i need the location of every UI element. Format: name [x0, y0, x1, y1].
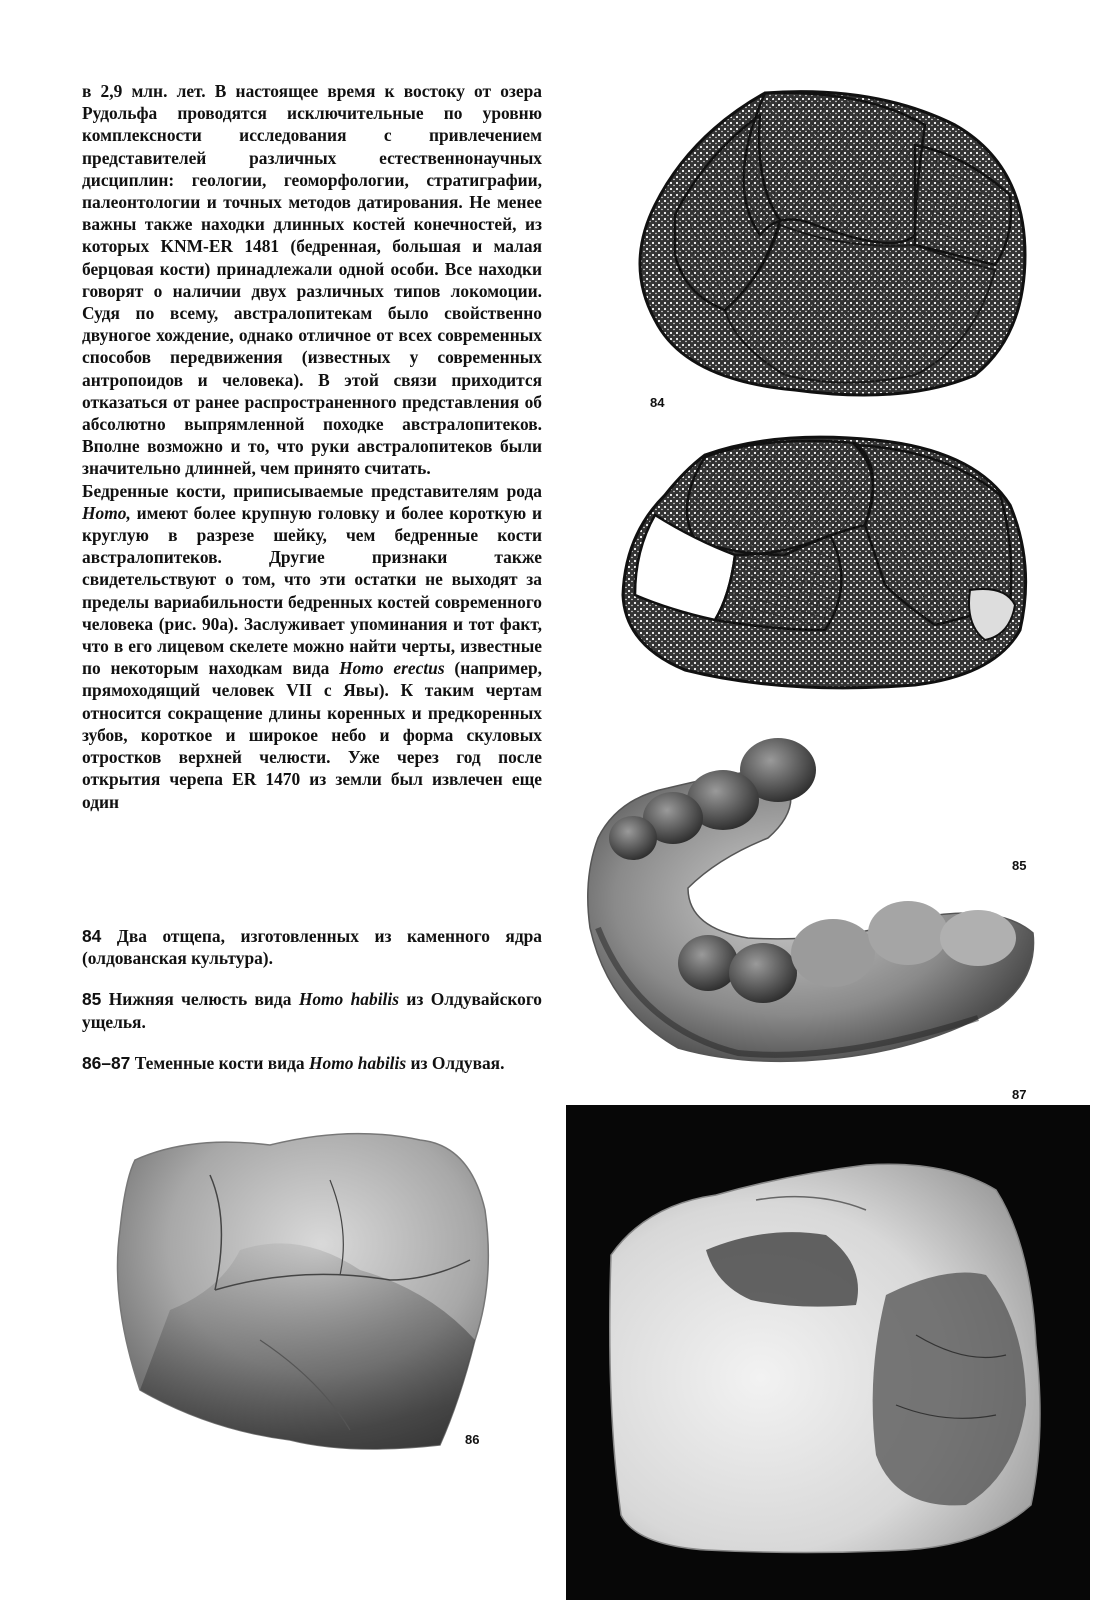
term-homo: Homo, — [82, 502, 131, 523]
caption-86-87-species: Homo habilis — [308, 1052, 407, 1073]
caption-85-species: Homo habilis — [298, 989, 399, 1010]
paragraph-2-part-a: Бедренные кости, приписываемые представителям рода — [82, 480, 542, 501]
figure-85-jaw-photo — [578, 728, 1048, 1073]
paragraph-2 — [82, 480, 542, 813]
figure-85-label: 85 — [1012, 858, 1027, 873]
caption-86-87-number: 86–87 — [82, 1052, 131, 1073]
figure-86-label: 86 — [465, 1432, 480, 1447]
caption-85-text-b: из Олдувайского ущелья. — [82, 989, 542, 1032]
figure-87-parietal-bone — [566, 1105, 1090, 1600]
figure-86-parietal-bone — [100, 1120, 520, 1460]
caption-84-text: Два отщепа, изготовленных из каменного ядра (олдованская культура). — [82, 926, 542, 969]
caption-86-87 — [82, 1052, 542, 1074]
caption-85-text-a: Нижняя челюсть вида — [101, 989, 299, 1010]
caption-85 — [82, 988, 542, 1032]
caption-86-87-text-b: из Олдувая. — [406, 1052, 505, 1073]
flake-lower — [623, 437, 1026, 688]
body-text — [82, 80, 542, 813]
paragraph-1: в 2,9 млн. лет. В настоящее время к востоку от озера Рудольфа проводятся исключительные по уровню комплексности исследования с привлечением представителей различных естественнонаучных дисциплин: геологии, геоморфологии, стратиграфии, палеонтологии и точных методов датирования. Не менее важны также находки длинных костей конечностей, из которых KNM-ER 1481 (бедренная, большая и малая берцовая кости) принадлежали одной особи. Все находки говорят о наличии двух различных типов локомоции. Судя по всему, австралопитекам было свойственно двуногое хождение, однако отличное от всех современных способов передвижения (известных у современных антропоидов и человека). В этой связи приходится отказаться от ранее распространенного представления об абсолютно выпрямленной походке австралопитеков. Вполне возможно и то, что руки австралопитеков были значительно длинней, чем принято считать. — [82, 81, 542, 479]
term-homo-erectus: Homo erectus — [339, 658, 445, 679]
figure-87-label: 87 — [1012, 1087, 1027, 1102]
paragraph-2-part-b: имеют более крупную головку и более короткую и круглую в разрезе шейку, чем бедренные кости австралопитеков. Другие признаки также свидетельствуют о том, что эти остатки не выходят за пределы вариабильности бедренных костей современного человека (рис. 90а). Заслуживает упоминания и тот факт, что в его лицевом скелете можно найти черты, известные по некоторым находкам вида — [82, 502, 542, 679]
figure-84-label: 84 — [650, 395, 665, 410]
figure-84-stone-flakes — [615, 85, 1035, 705]
paragraph-2-part-c: (например, прямоходящий человек VII с Явы). К таким чертам относится сокращение длины коренных и предкоренных зубов, короткое и широкое небо и форма скуловых отростков верхней челюсти. Уже через год после открытия черепа ER 1470 из земли был извлечен еще один — [82, 658, 543, 812]
caption-86-87-text-a: Теменные кости вида — [130, 1052, 309, 1073]
caption-85-number: 85 — [82, 989, 102, 1010]
caption-84 — [82, 925, 542, 969]
flake-upper — [640, 92, 1025, 395]
caption-84-number: 84 — [82, 926, 102, 946]
figure-captions — [82, 925, 542, 1093]
